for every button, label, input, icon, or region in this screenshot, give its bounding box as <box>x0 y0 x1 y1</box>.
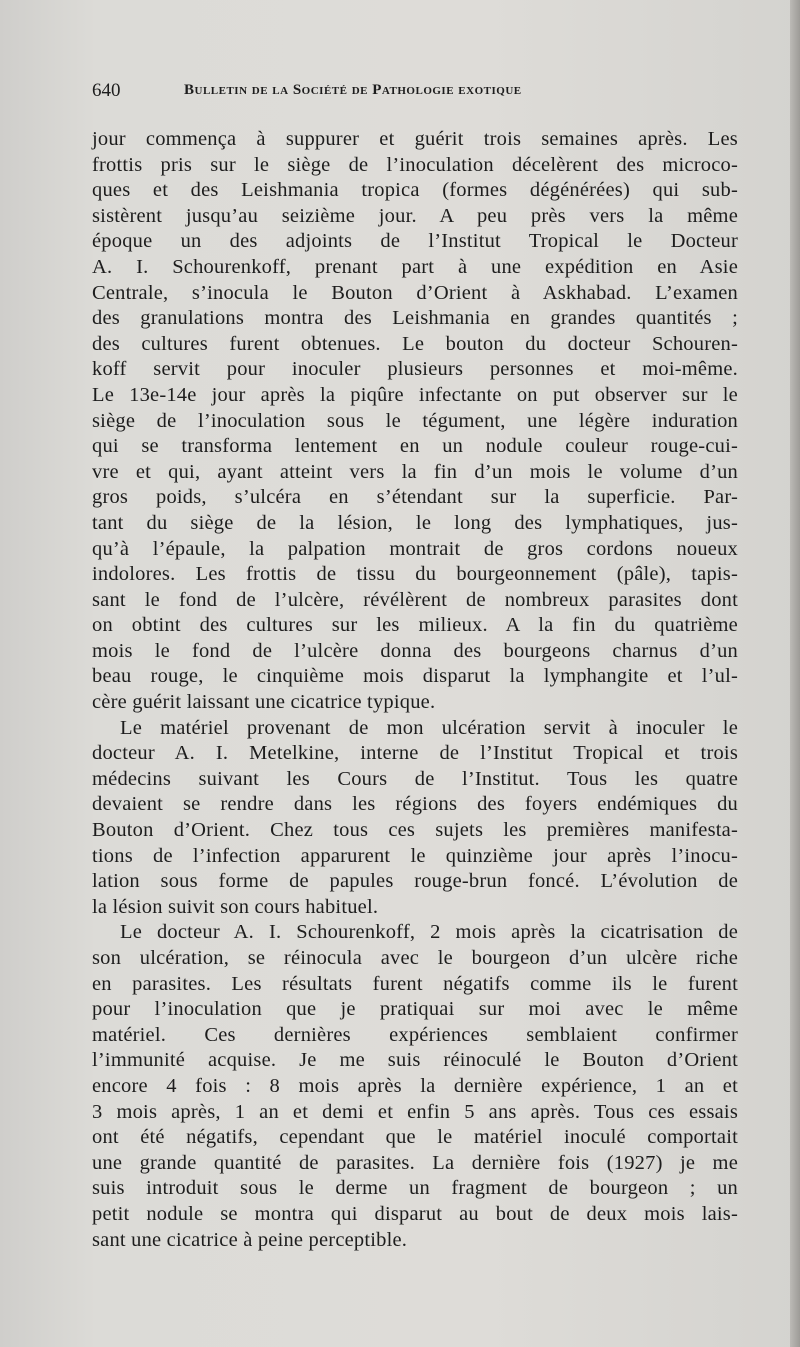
text-line: frottis pris sur le siège de l’inoculation décelèrent des microco- <box>92 153 738 176</box>
text-line: siège de l’inoculation sous le tégument, une légère induration <box>92 409 738 432</box>
text-line: cère guérit laissant une cicatrice typique. <box>92 691 436 714</box>
text-line: lation sous forme de papules rouge-brun foncé. L’évolution de <box>92 870 738 893</box>
text-line: tant du siège de la lésion, le long des lymphatiques, jus- <box>92 511 738 534</box>
body-text <box>92 127 738 1253</box>
text-line: l’immunité acquise. Je me suis réinoculé le Bouton d’Orient <box>92 1049 738 1072</box>
text-line: A. I. Schourenkoff, prenant part à une expédition en Asie <box>92 255 738 278</box>
page-header <box>92 80 732 110</box>
text-line: encore 4 fois : 8 mois après la dernière expérience, 1 an et <box>92 1074 738 1097</box>
text-line: koff servit pour inoculer plusieurs personnes et moi-même. <box>92 358 738 381</box>
text-line: Bouton d’Orient. Chez tous ces sujets les premières manifesta- <box>92 819 738 842</box>
page-edge <box>790 0 800 1347</box>
text-line: tions de l’infection apparurent le quinzième jour après l’inocu- <box>92 844 738 867</box>
text-line: Le matériel provenant de mon ulcération servit à inoculer le <box>120 716 738 739</box>
text-line: époque un des adjoints de l’Institut Tropical le Docteur <box>92 230 738 253</box>
text-line: médecins suivant les Cours de l’Institut. Tous les quatre <box>92 767 738 790</box>
text-line: une grande quantité de parasites. La dernière fois (1927) je me <box>92 1151 738 1174</box>
text-line: qui se transforma lentement en un nodule couleur rouge-cui- <box>92 435 738 458</box>
text-line: sant une cicatrice à peine perceptible. <box>92 1228 408 1251</box>
text-line: Centrale, s’inocula le Bouton d’Orient à Askhabad. L’examen <box>92 281 738 304</box>
text-line: des cultures furent obtenues. Le bouton du docteur Schouren- <box>92 332 738 355</box>
text-line: ques et des Leishmania tropica (formes dégénérées) qui sub- <box>92 179 738 202</box>
text-line: ont été négatifs, cependant que le matériel inoculé comportait <box>92 1126 738 1149</box>
page-number: 640 <box>92 80 121 101</box>
text-line: jour commença à suppurer et guérit trois semaines après. Les <box>92 128 738 150</box>
text-line: suis introduit sous le derme un fragment de bourgeon ; un <box>92 1177 738 1200</box>
text-line: qu’à l’épaule, la palpation montrait de gros cordons noueux <box>92 537 738 560</box>
text-line: sistèrent jusqu’au seizième jour. A peu près vers la même <box>92 204 738 227</box>
text-line: on obtint des cultures sur les milieux. A la fin du quatrième <box>92 614 738 637</box>
text-line: mois le fond de l’ulcère donna des bourgeons charnus d’un <box>92 639 738 662</box>
text-line: devaient se rendre dans les régions des foyers endémiques du <box>92 793 738 816</box>
text-line: gros poids, s’ulcéra en s’étendant sur la superficie. Par- <box>92 486 738 509</box>
text-line: 3 mois après, 1 an et demi et enfin 5 ans après. Tous ces essais <box>92 1100 738 1123</box>
text-line: pour l’inoculation que je pratiquai sur moi avec le même <box>92 998 738 1021</box>
text-line: petit nodule se montra qui disparut au bout de deux mois lais- <box>92 1202 738 1225</box>
text-line: la lésion suivit son cours habituel. <box>92 895 379 918</box>
running-title: Bulletin de la Société de Pathologie exotique <box>184 82 522 98</box>
text-line: docteur A. I. Metelkine, interne de l’Institut Tropical et trois <box>92 742 738 765</box>
text-line: sant le fond de l’ulcère, révélèrent de nombreux parasites dont <box>92 588 738 611</box>
text-line: des granulations montra des Leishmania en grandes quantités ; <box>92 307 738 330</box>
text-line: Le 13e-14e jour après la piqûre infectante on put observer sur le <box>92 383 738 406</box>
text-line: en parasites. Les résultats furent négatifs comme ils le furent <box>92 972 738 995</box>
text-line: beau rouge, le cinquième mois disparut la lymphangite et l’ul- <box>92 665 738 688</box>
text-line: indolores. Les frottis de tissu du bourgeonnement (pâle), tapis- <box>92 563 738 586</box>
text-line: son ulcération, se réinocula avec le bourgeon d’un ulcère riche <box>92 947 738 969</box>
text-line: vre et qui, ayant atteint vers la fin d’un mois le volume d’un <box>92 460 738 483</box>
text-line: Le docteur A. I. Schourenkoff, 2 mois après la cicatrisation de <box>120 921 738 944</box>
text-line: matériel. Ces dernières expériences semblaient confirmer <box>92 1023 738 1046</box>
